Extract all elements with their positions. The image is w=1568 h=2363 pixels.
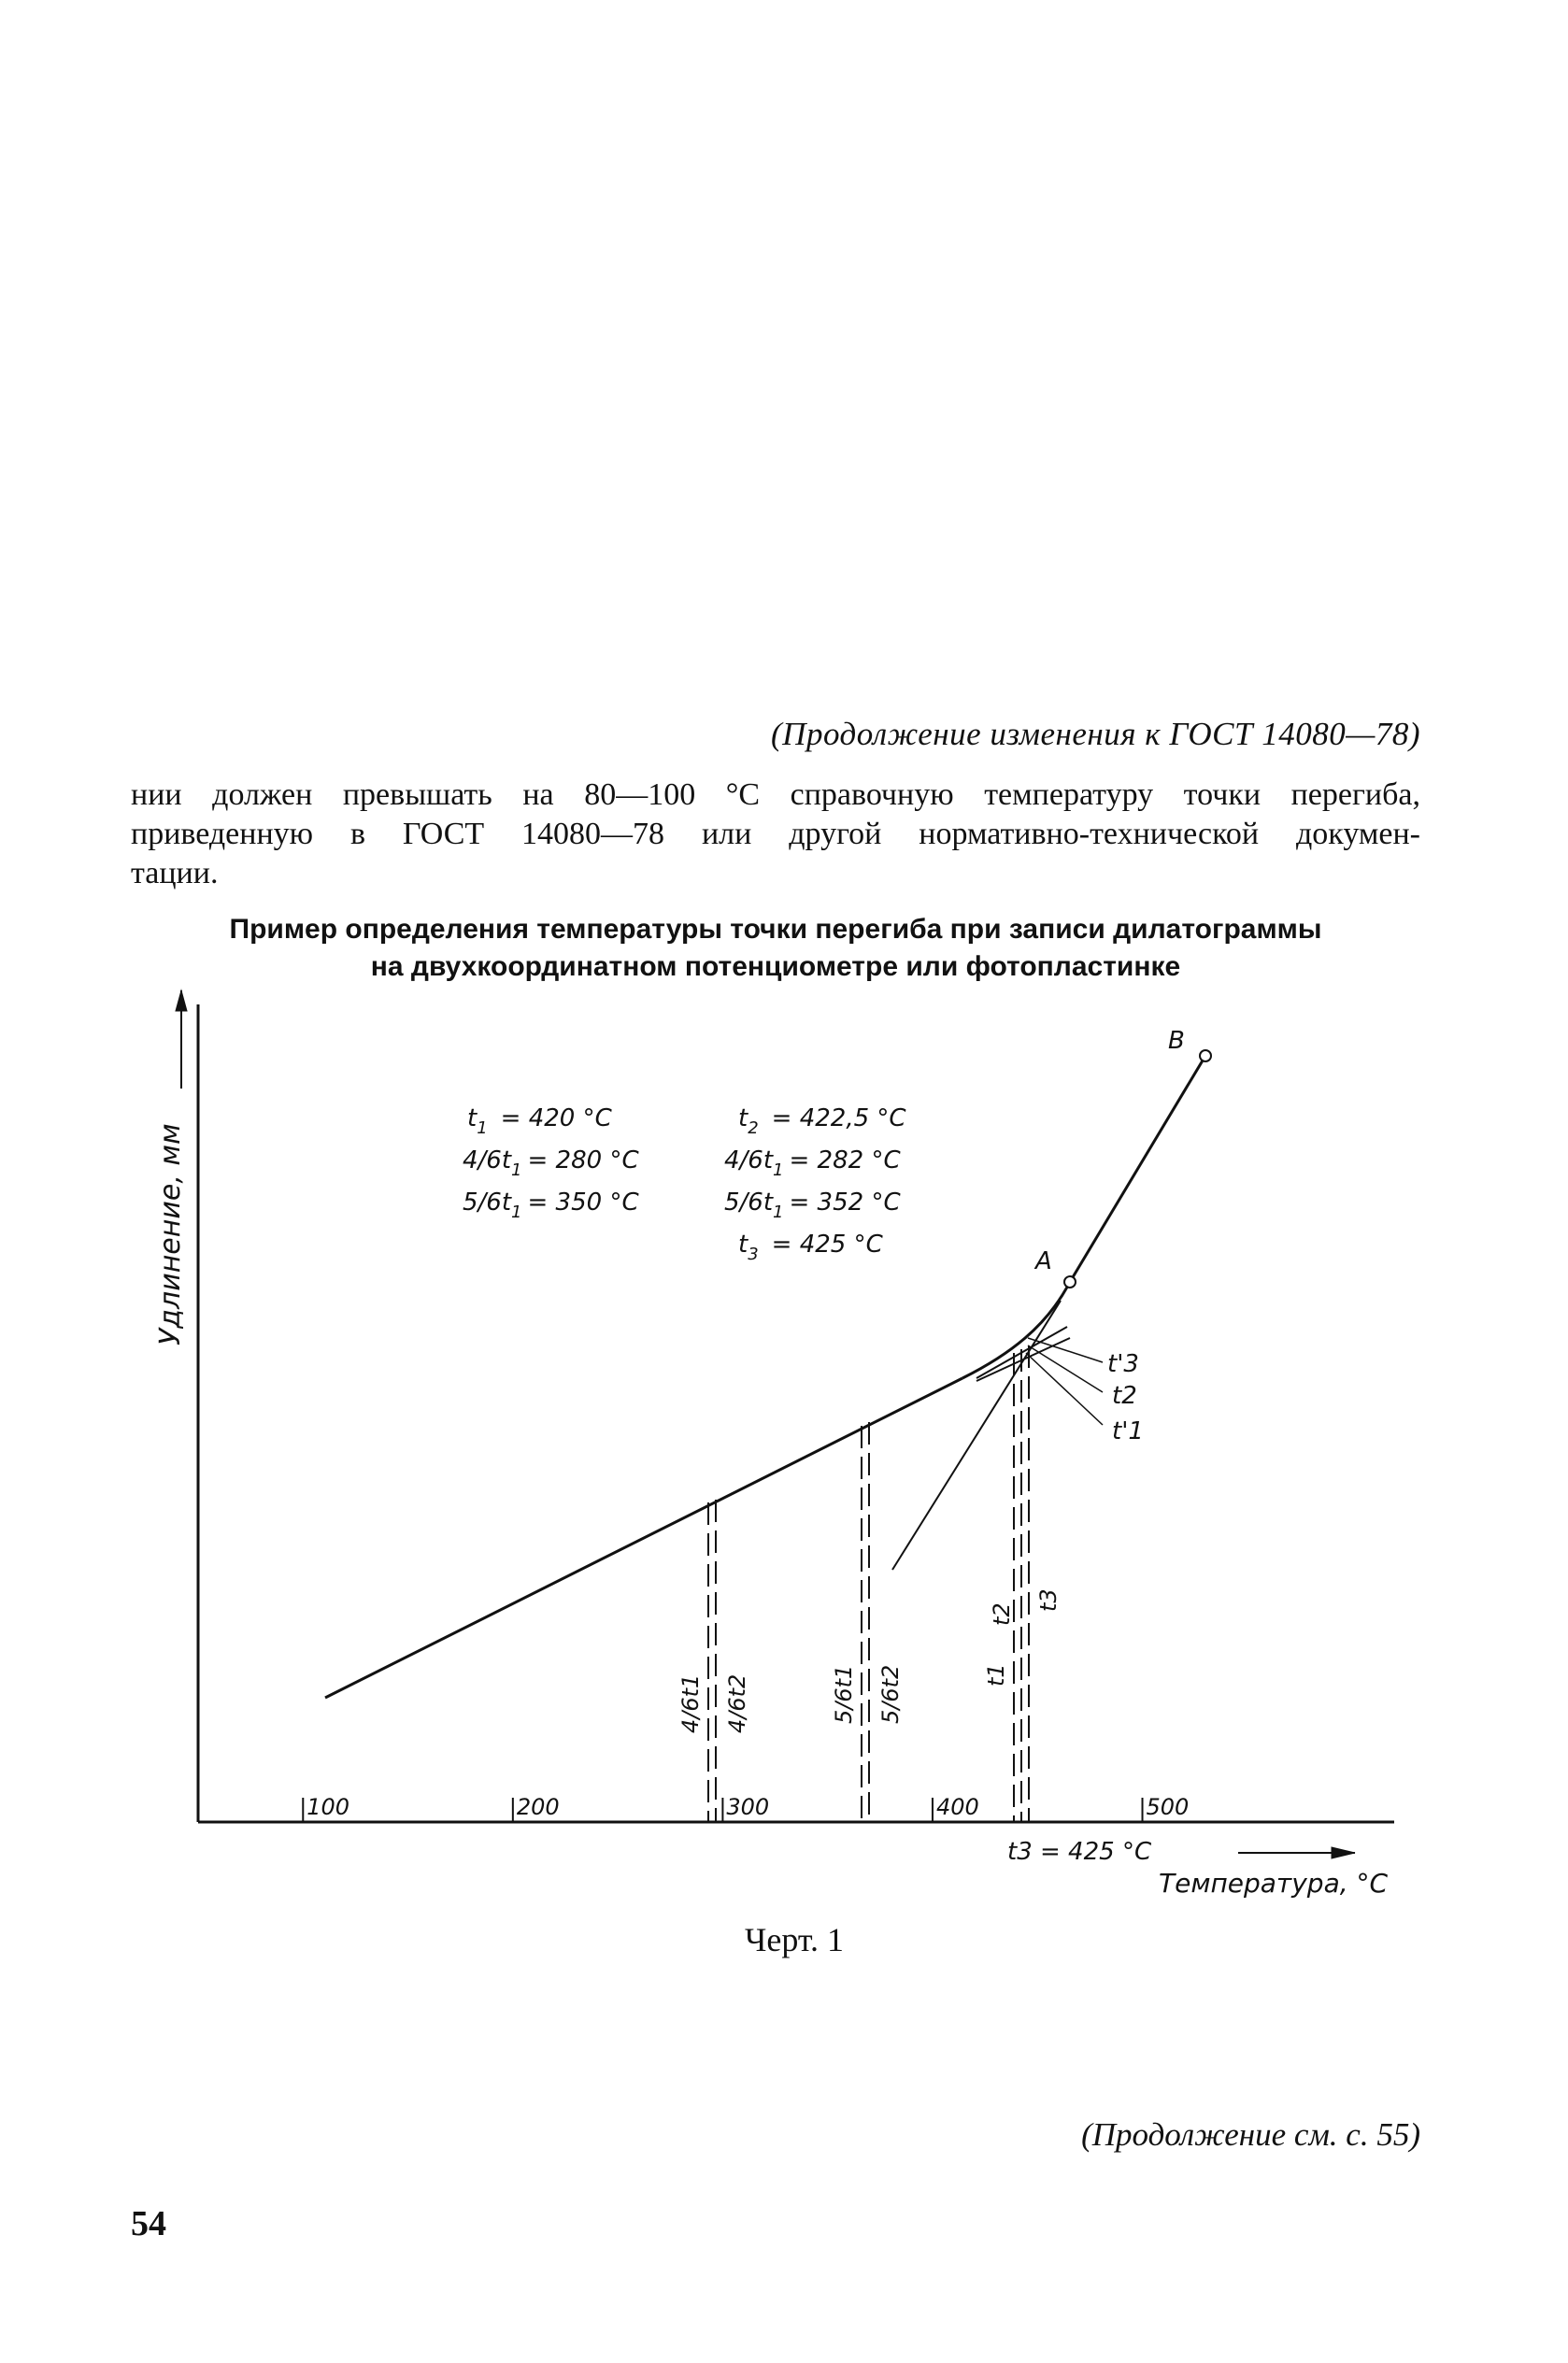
legend-sub: 1 xyxy=(773,1160,784,1180)
legend-symbol: t xyxy=(763,1146,774,1174)
legend-value: = 350 °C xyxy=(527,1189,639,1217)
legend-value: = 352 °C xyxy=(789,1189,901,1217)
y-axis-title: Удлинение, мм xyxy=(154,1123,187,1345)
legend-left xyxy=(463,1104,639,1222)
x-tick-label: 400 xyxy=(935,1794,979,1820)
body-line: приведенную в ГОСТ 14080—78 или другой нормативно-технической докумен- xyxy=(131,817,1420,851)
x-tick-label: 100 xyxy=(306,1794,350,1820)
figure-caption: Черт. 1 xyxy=(745,1921,844,1958)
tangent-t2 xyxy=(976,1338,1070,1381)
vlabel-46t1: 4/6t1 xyxy=(677,1673,704,1733)
legend-right xyxy=(724,1104,906,1264)
legend-symbol: t xyxy=(501,1189,512,1217)
vlabel-56t2: 5/6t2 xyxy=(877,1664,904,1724)
page-number: 54 xyxy=(131,2204,166,2243)
legend-prefix: 5/6 xyxy=(463,1189,502,1217)
legend-sub: 1 xyxy=(773,1203,784,1222)
legend-symbol: t xyxy=(467,1104,478,1132)
legend-right-row xyxy=(724,1146,901,1180)
x-axis-title: Температура, °С xyxy=(1159,1868,1389,1899)
legend-right-row xyxy=(724,1189,901,1222)
legend-sub: 1 xyxy=(477,1118,488,1138)
y-arrow-head xyxy=(176,990,187,1011)
curve-points xyxy=(1033,1027,1211,1288)
legend-prefix: 4/6 xyxy=(724,1146,763,1174)
legend-value: = 425 °C xyxy=(771,1231,883,1259)
vlabel-46t2: 4/6t2 xyxy=(724,1673,750,1733)
vlabel-t3: t3 xyxy=(1035,1588,1062,1612)
legend-right-row xyxy=(738,1231,884,1264)
legend-right-row xyxy=(738,1104,906,1138)
legend-sub: 1 xyxy=(511,1160,522,1180)
point-a-label: A xyxy=(1035,1247,1052,1275)
legend-symbol: t xyxy=(763,1189,774,1217)
continuation-footer: (Продолжение см. с. 55) xyxy=(1081,2116,1420,2153)
legend-prefix: 4/6 xyxy=(463,1146,502,1174)
legend-value: = 282 °C xyxy=(789,1146,901,1174)
figure-title-line: Пример определения температуры точки перегиба при записи дилатограммы xyxy=(229,914,1322,945)
t3-annotation: t3 = 425 °C xyxy=(1007,1838,1152,1866)
curve-upper-segment xyxy=(1070,1056,1205,1282)
leader-t2 xyxy=(1028,1345,1103,1392)
vlabel-56t1: 5/6t1 xyxy=(831,1664,857,1724)
x-tick-label: 200 xyxy=(516,1794,560,1820)
curve-lower-segment xyxy=(325,1378,962,1698)
tangent-label-group xyxy=(1026,1338,1144,1445)
legend-symbol: t xyxy=(738,1231,748,1259)
vlabel-t1: t1 xyxy=(983,1663,1009,1687)
x-ticks xyxy=(303,1794,1189,1822)
legend-prefix: 5/6 xyxy=(724,1189,763,1217)
x-tick-label: 300 xyxy=(726,1794,770,1820)
legend-sub: 3 xyxy=(748,1245,759,1264)
legend-left-row xyxy=(467,1104,613,1138)
x-arrow-head xyxy=(1332,1847,1355,1858)
tangent-label-t3: t'3 xyxy=(1107,1350,1139,1378)
tangent-lines xyxy=(892,1301,1070,1570)
legend-value: = 420 °C xyxy=(500,1104,612,1132)
legend-symbol: t xyxy=(738,1104,748,1132)
legend-left-row xyxy=(463,1146,639,1180)
legend-sub: 2 xyxy=(748,1118,759,1138)
legend-value: = 422,5 °C xyxy=(771,1104,906,1132)
point-a-marker xyxy=(1064,1276,1076,1288)
x-tick-label: 500 xyxy=(1146,1794,1190,1820)
leader-t1 xyxy=(1026,1353,1103,1425)
legend-value: = 280 °C xyxy=(527,1146,639,1174)
legend-left-row xyxy=(463,1189,639,1222)
point-b-marker xyxy=(1200,1050,1211,1061)
body-line: нии должен превышать на 80—100 °С справочную температуру точки перегиба, xyxy=(131,777,1420,812)
continuation-header: (Продолжение изменения к ГОСТ 14080—78) xyxy=(771,716,1420,752)
legend-sub: 1 xyxy=(511,1203,522,1222)
vertical-guides xyxy=(708,1345,1029,1822)
leader-t3 xyxy=(1028,1338,1103,1362)
vlabel-t2: t2 xyxy=(989,1602,1015,1626)
figure-title-line: на двухкоординатном потенциометре или фотопластинке xyxy=(370,951,1181,982)
point-b-label: B xyxy=(1168,1027,1185,1055)
legend-symbol: t xyxy=(501,1146,512,1174)
body-line: тации. xyxy=(131,856,219,890)
tangent-label-t1: t'1 xyxy=(1112,1417,1144,1445)
tangent-label-t2: t2 xyxy=(1112,1382,1137,1410)
